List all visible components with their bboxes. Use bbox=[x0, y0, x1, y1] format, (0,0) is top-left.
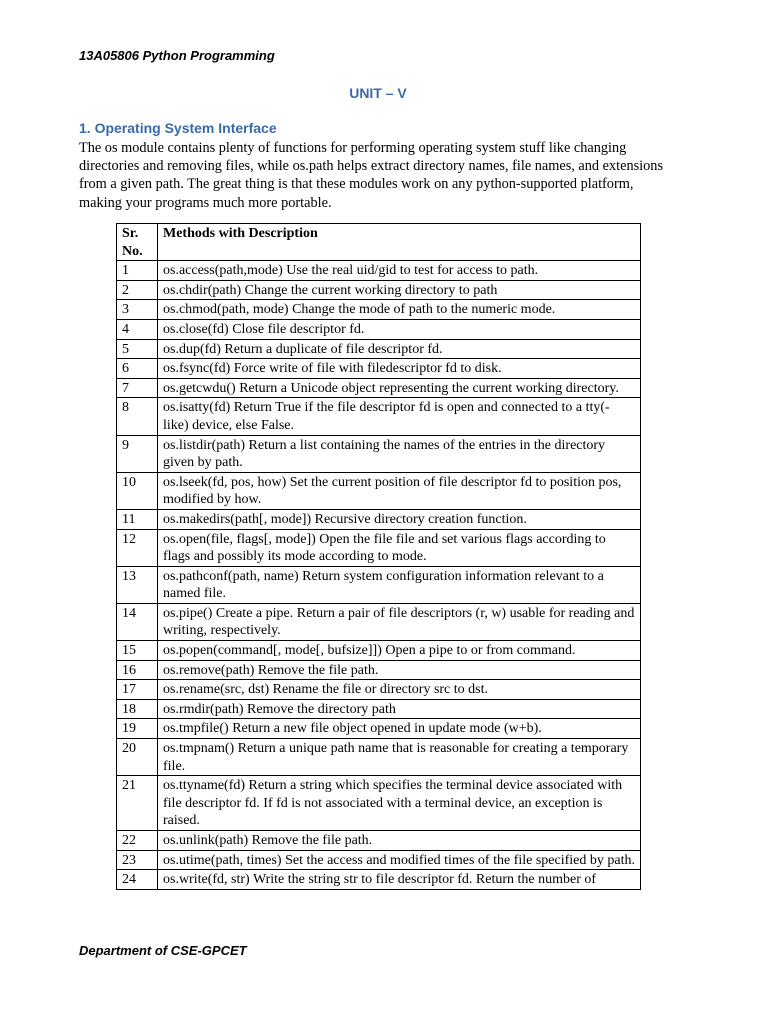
method-description-cell: os.remove(path) Remove the file path. bbox=[158, 660, 641, 680]
intro-paragraph: The os module contains plenty of functions for performing operating system stuff like changing directories and removing files, while os.path helps extract directory names, file names, and extensions from a given path. The great thing is that these modules work on any python-supported platform, making your programs much more portable. bbox=[79, 140, 664, 211]
table-row bbox=[117, 509, 641, 529]
sr-no-cell: 15 bbox=[117, 641, 158, 661]
table-row bbox=[117, 339, 641, 359]
sr-no-cell: 17 bbox=[117, 680, 158, 700]
table-row bbox=[117, 719, 641, 739]
table-row bbox=[117, 870, 641, 890]
sr-no-cell: 6 bbox=[117, 359, 158, 379]
sr-no-cell: 22 bbox=[117, 831, 158, 851]
table-row bbox=[117, 603, 641, 640]
table-row bbox=[117, 261, 641, 281]
sr-no-cell: 16 bbox=[117, 660, 158, 680]
course-header: 13A05806 Python Programming bbox=[79, 48, 275, 63]
sr-no-cell: 2 bbox=[117, 280, 158, 300]
method-description-cell: os.write(fd, str) Write the string str to file descriptor fd. Return the number of bbox=[158, 870, 641, 890]
sr-no-cell: 24 bbox=[117, 870, 158, 890]
sr-no-cell: 21 bbox=[117, 776, 158, 831]
method-description-cell: os.fsync(fd) Force write of file with filedescriptor fd to disk. bbox=[158, 359, 641, 379]
sr-no-cell: 9 bbox=[117, 435, 158, 472]
method-description-cell: os.pipe() Create a pipe. Return a pair of file descriptors (r, w) usable for reading and writing, respectively. bbox=[158, 603, 641, 640]
method-description-cell: os.tmpnam() Return a unique path name that is reasonable for creating a temporary file. bbox=[158, 739, 641, 776]
method-description-cell: os.ttyname(fd) Return a string which specifies the terminal device associated with file descriptor fd. If fd is not associated with a terminal device, an exception is raised. bbox=[158, 776, 641, 831]
sr-no-cell: 14 bbox=[117, 603, 158, 640]
method-description-cell: os.unlink(path) Remove the file path. bbox=[158, 831, 641, 851]
table-row bbox=[117, 435, 641, 472]
table-row bbox=[117, 280, 641, 300]
sr-no-cell: 19 bbox=[117, 719, 158, 739]
table-row bbox=[117, 699, 641, 719]
method-description-cell: os.listdir(path) Return a list containing the names of the entries in the directory given by path. bbox=[158, 435, 641, 472]
table-row bbox=[117, 566, 641, 603]
methods-header: Methods with Description bbox=[158, 224, 641, 261]
sr-no-cell: 1 bbox=[117, 261, 158, 281]
table-row bbox=[117, 472, 641, 509]
table-row bbox=[117, 641, 641, 661]
sr-no-cell: 5 bbox=[117, 339, 158, 359]
table-row bbox=[117, 776, 641, 831]
table-body bbox=[117, 261, 641, 890]
method-description-cell: os.popen(command[, mode[, bufsize]]) Open a pipe to or from command. bbox=[158, 641, 641, 661]
sr-no-cell: 23 bbox=[117, 850, 158, 870]
sr-no-cell: 10 bbox=[117, 472, 158, 509]
method-description-cell: os.pathconf(path, name) Return system configuration information relevant to a named file. bbox=[158, 566, 641, 603]
method-description-cell: os.dup(fd) Return a duplicate of file descriptor fd. bbox=[158, 339, 641, 359]
method-description-cell: os.makedirs(path[, mode]) Recursive directory creation function. bbox=[158, 509, 641, 529]
table-row bbox=[117, 319, 641, 339]
table-row bbox=[117, 831, 641, 851]
table-row bbox=[117, 739, 641, 776]
method-description-cell: os.lseek(fd, pos, how) Set the current position of file descriptor fd to position pos, modified by how. bbox=[158, 472, 641, 509]
sr-no-cell: 3 bbox=[117, 300, 158, 320]
sr-no-cell: 18 bbox=[117, 699, 158, 719]
sr-no-cell: 4 bbox=[117, 319, 158, 339]
table-row bbox=[117, 359, 641, 379]
department-footer: Department of CSE-GPCET bbox=[79, 943, 247, 958]
method-description-cell: os.isatty(fd) Return True if the file descriptor fd is open and connected to a tty(-like) device, else False. bbox=[158, 398, 641, 435]
table-row bbox=[117, 850, 641, 870]
method-description-cell: os.chdir(path) Change the current working directory to path bbox=[158, 280, 641, 300]
method-description-cell: os.utime(path, times) Set the access and modified times of the file specified by path. bbox=[158, 850, 641, 870]
sr-no-header: Sr. No. bbox=[117, 224, 158, 261]
method-description-cell: os.access(path,mode) Use the real uid/gid to test for access to path. bbox=[158, 261, 641, 281]
table-row bbox=[117, 398, 641, 435]
sr-no-cell: 13 bbox=[117, 566, 158, 603]
table-row bbox=[117, 378, 641, 398]
sr-no-cell: 7 bbox=[117, 378, 158, 398]
method-description-cell: os.close(fd) Close file descriptor fd. bbox=[158, 319, 641, 339]
section-heading: 1. Operating System Interface bbox=[79, 120, 277, 136]
unit-title: UNIT – V bbox=[349, 85, 407, 101]
os-methods-table bbox=[116, 223, 641, 890]
sr-no-cell: 20 bbox=[117, 739, 158, 776]
method-description-cell: os.open(file, flags[, mode]) Open the file file and set various flags according to flags and possibly its mode according to mode. bbox=[158, 529, 641, 566]
sr-no-cell: 12 bbox=[117, 529, 158, 566]
table-row bbox=[117, 680, 641, 700]
sr-no-cell: 11 bbox=[117, 509, 158, 529]
table-row bbox=[117, 300, 641, 320]
method-description-cell: os.getcwdu() Return a Unicode object representing the current working directory. bbox=[158, 378, 641, 398]
method-description-cell: os.rmdir(path) Remove the directory path bbox=[158, 699, 641, 719]
table-row bbox=[117, 529, 641, 566]
table-row bbox=[117, 660, 641, 680]
sr-no-cell: 8 bbox=[117, 398, 158, 435]
method-description-cell: os.chmod(path, mode) Change the mode of path to the numeric mode. bbox=[158, 300, 641, 320]
table-header-row bbox=[117, 224, 641, 261]
method-description-cell: os.tmpfile() Return a new file object opened in update mode (w+b). bbox=[158, 719, 641, 739]
method-description-cell: os.rename(src, dst) Rename the file or directory src to dst. bbox=[158, 680, 641, 700]
